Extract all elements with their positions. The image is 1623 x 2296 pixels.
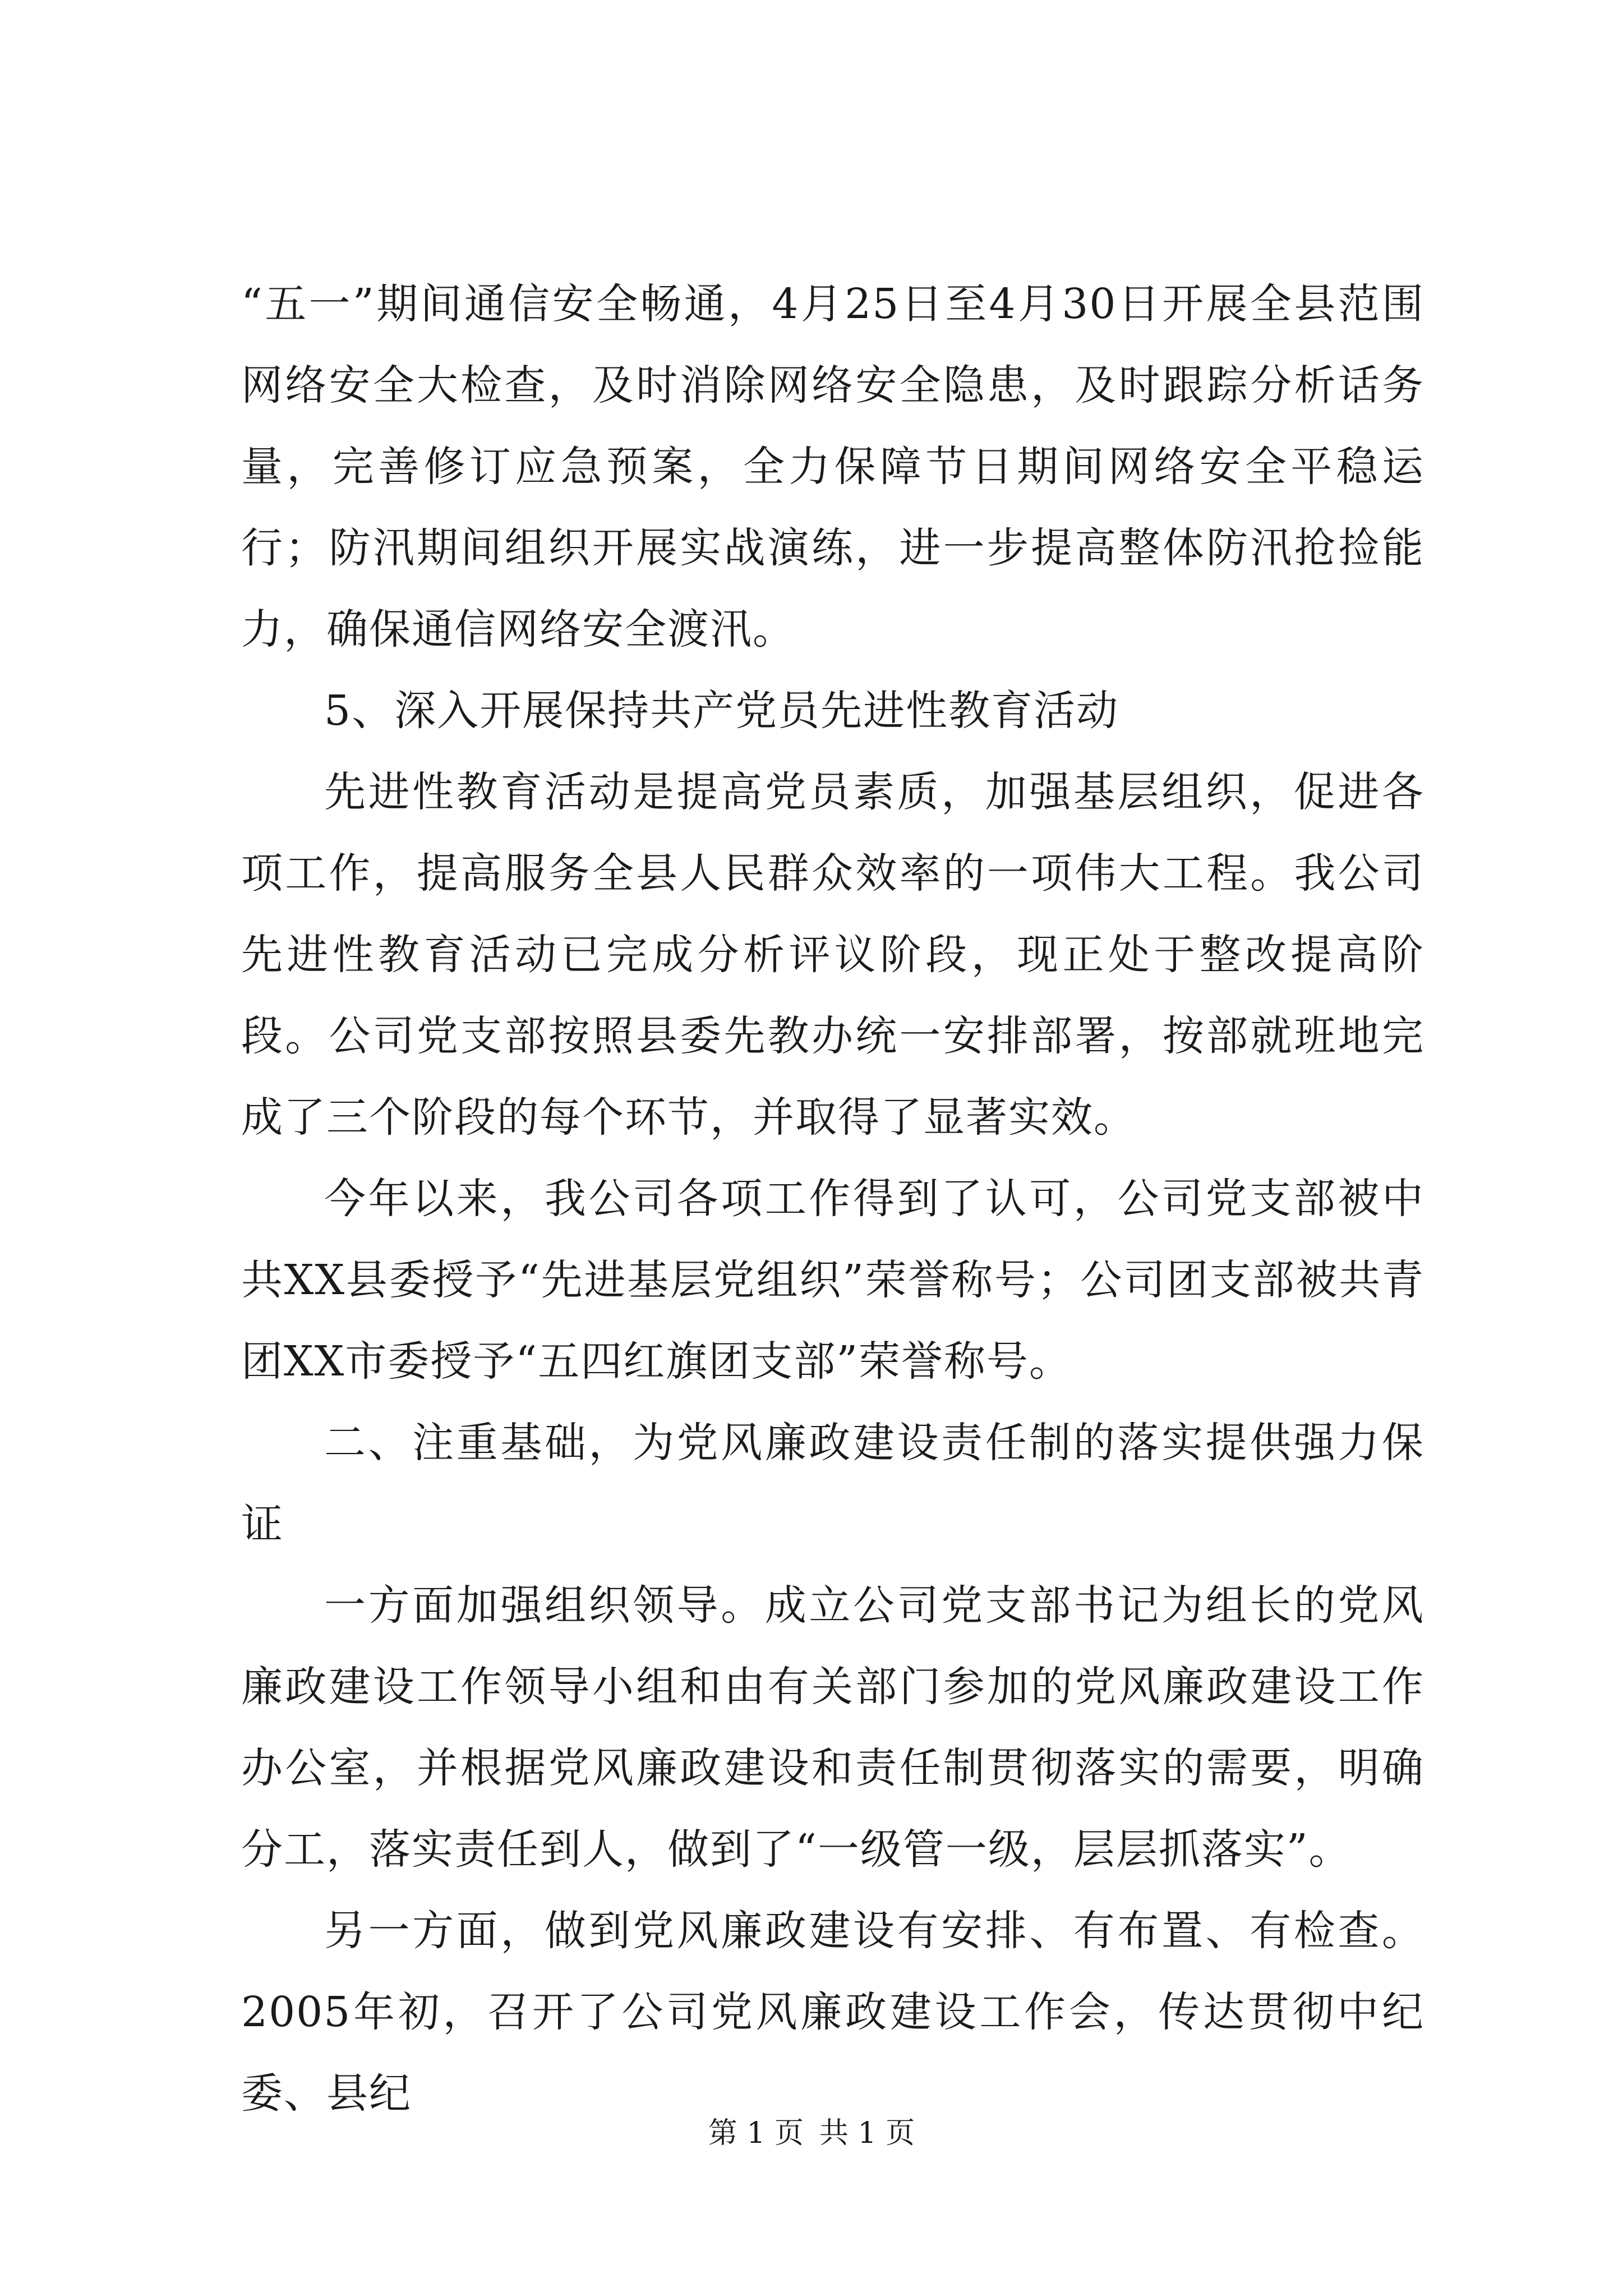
page-footer <box>0 2114 1623 2153</box>
paragraph-education-activity: 先进性教育活动是提高党员素质，加强基层组织，促进各项工作，提高服务全县人民群众效率的一项伟大工程。我公司先进性教育活动已完成分析评议阶段，现正处于整改提高阶段。公司党支部按照县委先教办统一安排部署，按部就班地完成了三个阶段的每个环节，并取得了显著实效。 <box>241 768 1424 1142</box>
paragraph-organization-leadership: 一方面加强组织领导。成立公司党支部书记为组长的党风廉政建设工作领导小组和由有关部门参加的党风廉政建设工作办公室，并根据党风廉政建设和责任制贯彻落实的需要，明确分工，落实责任到人，做到了“一级管一级，层层抓落实”。 <box>241 1581 1424 1874</box>
section-heading-2: 二、注重基础，为党风廉政建设责任制的落实提供强力保证 <box>241 1419 1424 1548</box>
paragraph-continuation: “五一”期间通信安全畅通，4月25日至4月30日开展全县范围网络安全大检查，及时消除网络安全隐患，及时跟踪分析话务量，完善修订应急预案，全力保障节日期间网络安全平稳运行；防汛期间组织开展实战演练，进一步提高整体防汛抢捡能力，确保通信网络安全渡汛。 <box>241 280 1424 654</box>
document-body <box>241 264 1424 2134</box>
page-total: 共 1 页 <box>819 2116 915 2150</box>
section-heading-5: 5、深入开展保持共产党员先进性教育活动 <box>324 687 1119 735</box>
paragraph-arrangements: 另一方面，做到党风廉政建设有安排、有布置、有检查。2005年初，召开了公司党风廉政建设工作会，传达贯彻中纪委、县纪 <box>241 1907 1424 2118</box>
page-number: 第 1 页 <box>708 2116 804 2150</box>
paragraph-honors: 今年以来，我公司各项工作得到了认可，公司党支部被中共XX县委授予“先进基层党组织”荣誉称号；公司团支部被共青团XX市委授予“五四红旗团支部”荣誉称号。 <box>241 1175 1424 1386</box>
